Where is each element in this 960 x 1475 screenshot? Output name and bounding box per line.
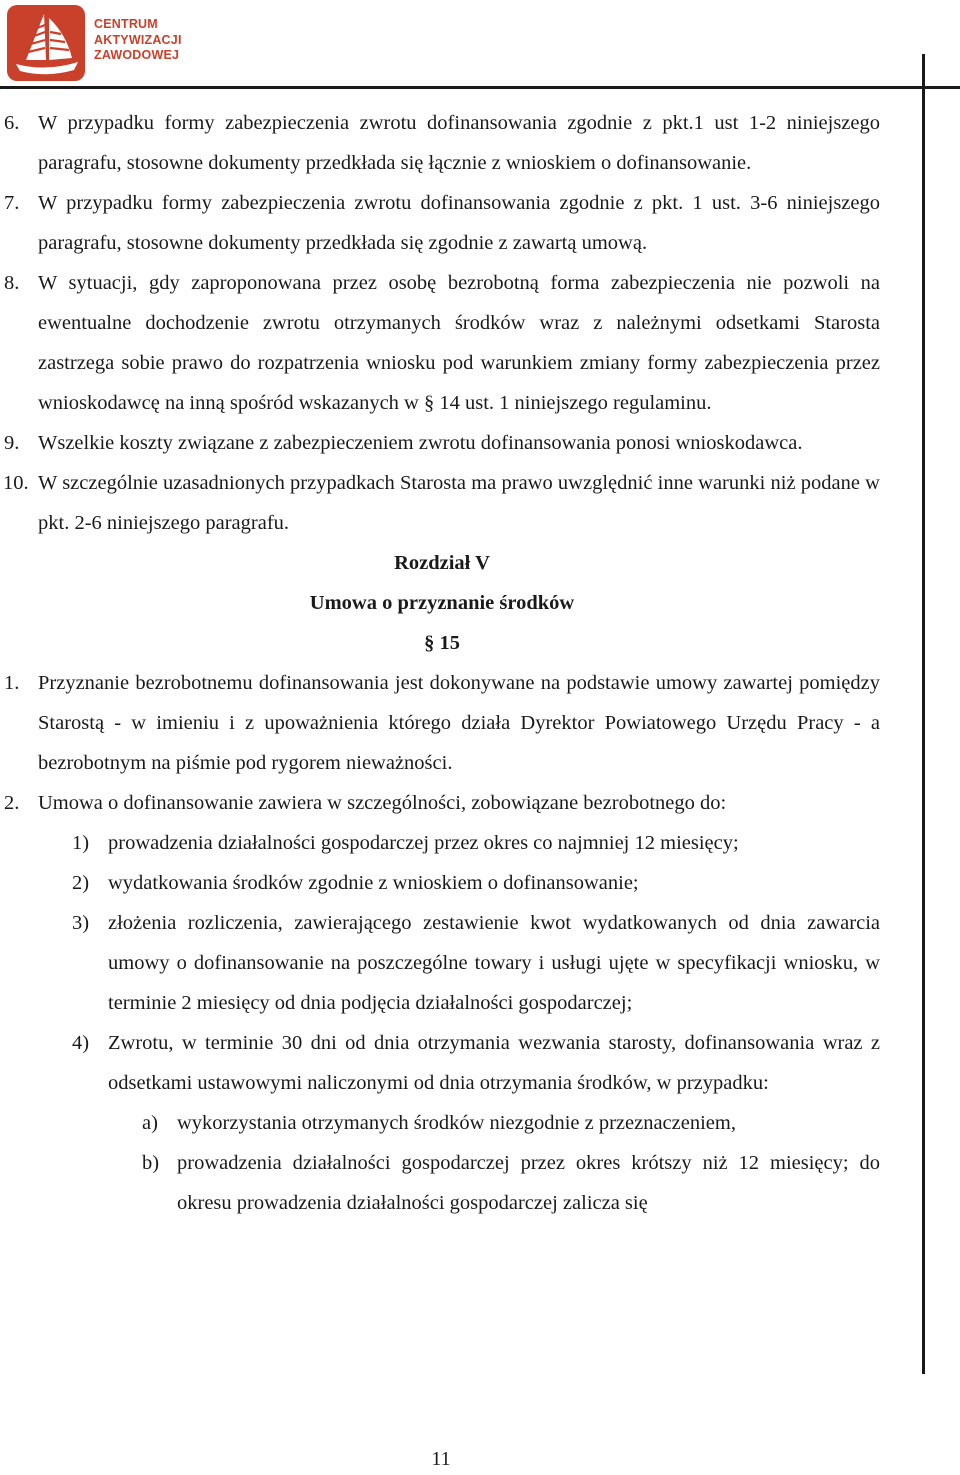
- list-item: [0, 863, 880, 903]
- list-subitem-letter: b): [142, 1152, 160, 1174]
- paragraph: [0, 423, 880, 463]
- paragraph-text: Wszelkie koszty związane z zabezpieczeniem zwrotu dofinansowania ponosi wnioskodawca.: [38, 432, 803, 454]
- list-subitem-letter: a): [142, 1112, 158, 1134]
- paragraph: [0, 783, 880, 823]
- paragraph: [0, 263, 880, 423]
- paragraph-text: W przypadku formy zabezpieczenia zwrotu dofinansowania zgodnie z pkt. 1 ust. 3-6 niniejszego paragrafu, stosowne dokumenty przedkłada się zgodnie z zawartą umową.: [38, 192, 880, 254]
- paragraph: [0, 663, 880, 783]
- list-subitem-text: wykorzystania otrzymanych środków niezgodnie z przeznaczeniem,: [177, 1112, 736, 1134]
- paragraph-number: 10.: [3, 472, 29, 494]
- list-item: [0, 903, 880, 1023]
- list-item-number: 1): [72, 832, 90, 854]
- list-item-text: złożenia rozliczenia, zawierającego zestawienie kwot wydatkowanych od dnia zawarcia umowy o dofinansowanie na poszczególne towary i usługi ujęte w specyfikacji wniosku, w terminie 2 miesięcy od dnia podjęcia działalności gospodarczej;: [108, 912, 880, 1014]
- paragraph-number: 8.: [4, 272, 20, 294]
- list-item-text: wydatkowania środków zgodnie z wnioskiem o dofinansowanie;: [108, 872, 639, 894]
- header-rule: [0, 86, 960, 89]
- paragraph-number: 2.: [4, 792, 20, 814]
- document-body: [0, 103, 880, 1223]
- logo: [6, 4, 196, 82]
- side-rule: [922, 54, 925, 1374]
- logo-line: CENTRUM: [94, 17, 158, 31]
- chapter-subtitle: Umowa o przyznanie środków: [309, 592, 575, 614]
- list-subitem: [0, 1103, 880, 1143]
- paragraph-number: 6.: [4, 112, 20, 134]
- list-subitem-text: prowadzenia działalności gospodarczej przez okres krótszy niż 12 miesięcy; do okresu prowadzenia działalności gospodarczej zalicza się: [177, 1152, 880, 1214]
- paragraph: [0, 463, 880, 543]
- paragraph-number: 1.: [4, 672, 20, 694]
- paragraph-text: W sytuacji, gdy zaproponowana przez osobę bezrobotną forma zabezpieczenia nie pozwoli na ewentualne dochodzenie zwrotu otrzymanych środków wraz z należnymi odsetkami Starosta zastrzega sobie prawo do rozpatrzenia wniosku pod warunkiem zmiany formy zabezpieczenia przez wnioskodawcę na inną spośród wskazanych w § 14 ust. 1 niniejszego regulaminu.: [38, 272, 880, 414]
- sailboat-logo-icon: [6, 4, 86, 82]
- list-item: [0, 1023, 880, 1103]
- list-item: [0, 823, 880, 863]
- section-number: § 15: [424, 632, 460, 654]
- paragraph-text: W szczególnie uzasadnionych przypadkach Starosta ma prawo uwzględnić inne warunki niż podane w pkt. 2-6 niniejszego paragrafu.: [38, 472, 880, 534]
- list-item-number: 2): [72, 872, 90, 894]
- paragraph-number: 7.: [4, 192, 20, 214]
- list-item-number: 3): [72, 912, 90, 934]
- logo-line: AKTYWIZACJI: [94, 32, 182, 47]
- chapter-title: Rozdział V: [394, 552, 490, 574]
- paragraph-number: 9.: [4, 432, 20, 454]
- paragraph: [0, 103, 880, 183]
- list-item-text: prowadzenia działalności gospodarczej przez okres co najmniej 12 miesięcy;: [108, 832, 739, 854]
- page-number: 11: [431, 1448, 451, 1470]
- paragraph: [0, 183, 880, 263]
- logo-wordmark: [94, 17, 182, 64]
- logo-line: ZAWODOWEJ: [94, 48, 180, 62]
- list-item-text: Zwrotu, w terminie 30 dni od dnia otrzymania wezwania starosty, dofinansowania wraz z odsetkami ustawowymi naliczonymi od dnia otrzymania środków, w przypadku:: [108, 1032, 880, 1094]
- list-subitem: [0, 1143, 880, 1223]
- paragraph-text: W przypadku formy zabezpieczenia zwrotu dofinansowania zgodnie z pkt.1 ust 1-2 niniejszego paragrafu, stosowne dokumenty przedkłada się łącznie z wnioskiem o dofinansowanie.: [38, 112, 880, 174]
- list-item-number: 4): [72, 1032, 90, 1054]
- paragraph-text: Umowa o dofinansowanie zawiera w szczególności, zobowiązane bezrobotnego do:: [38, 792, 727, 814]
- paragraph-text: Przyznanie bezrobotnemu dofinansowania jest dokonywane na podstawie umowy zawartej pomiędzy Starostą - w imieniu i z upoważnienia którego działa Dyrektor Powiatowego Urzędu Pracy - a bezrobotnym na piśmie pod rygorem nieważności.: [38, 672, 880, 774]
